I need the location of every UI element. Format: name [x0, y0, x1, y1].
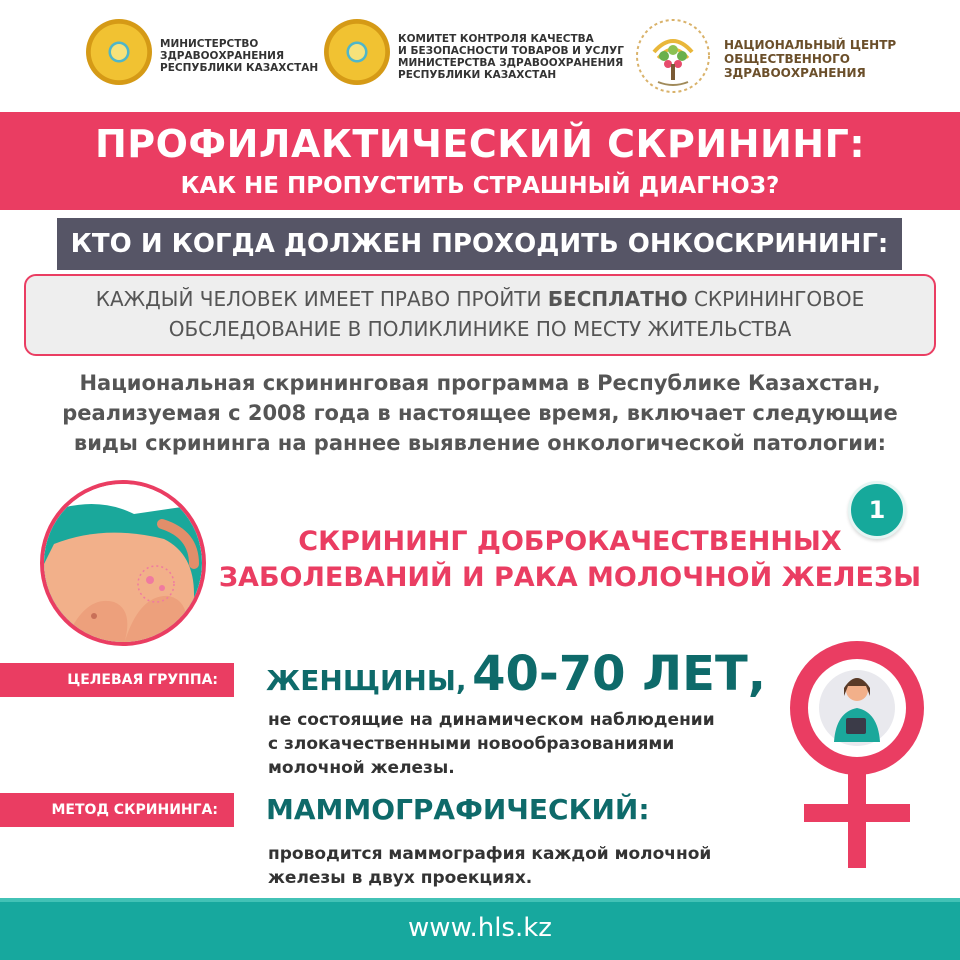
section-title: СКРИНИНГ ДОБРОКАЧЕСТВЕННЫХ ЗАБОЛЕВАНИЙ И РАКА МОЛОЧНОЙ ЖЕЛЕЗЫ	[218, 526, 922, 593]
method-label-bar	[0, 793, 234, 827]
female-symbol-icon	[786, 638, 928, 870]
ministry-logo-text: МИНИСТЕРСТВО ЗДРАВООХРАНЕНИЯ РЕСПУБЛИКИ КАЗАХСТАН	[160, 38, 319, 74]
nccz-tree-logo	[634, 16, 712, 96]
free-screening-notice	[24, 274, 936, 356]
breast-exam-illustration	[40, 480, 206, 646]
target-group-label: ЦЕЛЕВАЯ ГРУППА:	[67, 672, 218, 688]
intro-paragraph: Национальная скрининговая программа в Республике Казахстан, реализуемая с 2008 года в настоящее время, включает следующие виды скрининга на раннее выявление онкологической патологии:	[62, 371, 898, 455]
kazakhstan-emblem-logo	[86, 19, 152, 85]
target-group-heading	[266, 646, 766, 702]
target-age: 40-70 ЛЕТ,	[472, 646, 766, 702]
notice-text: КАЖДЫЙ ЧЕЛОВЕК ИМЕЕТ ПРАВО ПРОЙТИ БЕСПЛАТНО СКРИНИНГОВОЕ ОБСЛЕДОВАНИЕ В ПОЛИКЛИНИКЕ ПО МЕСТУ ЖИТЕЛЬСТВА	[95, 287, 865, 341]
target-description: не состоящие на динамическом наблюдении с злокачественными новообразованиями молочной железы.	[268, 710, 715, 778]
target-group-label-bar	[0, 663, 234, 697]
page-subtitle: КАК НЕ ПРОПУСТИТЬ СТРАШНЫЙ ДИАГНОЗ?	[180, 173, 780, 199]
footer-bar	[0, 898, 960, 960]
method-description: проводится маммография каждой молочной железы в двух проекциях.	[268, 844, 712, 888]
footer-stripe	[0, 898, 960, 902]
method-label: МЕТОД СКРИНИНГА:	[51, 802, 218, 818]
footer-url-link[interactable]: www.hls.kz	[408, 913, 552, 943]
page-title: ПРОФИЛАКТИЧЕСКИЙ СКРИНИНГ:	[94, 122, 866, 166]
section-number-badge: 1	[848, 481, 906, 539]
method-heading: МАММОГРАФИЧЕСКИЙ:	[266, 793, 650, 826]
question-heading: КТО И КОГДА ДОЛЖЕН ПРОХОДИТЬ ОНКОСКРИНИНГ:	[70, 229, 889, 259]
nccz-logo-text: НАЦИОНАЛЬНЫЙ ЦЕНТР ОБЩЕСТВЕННОГО ЗДРАВООХРАНЕНИЯ	[724, 38, 897, 80]
target-who: ЖЕНЩИНЫ,	[266, 664, 467, 697]
committee-logo-text: КОМИТЕТ КОНТРОЛЯ КАЧЕСТВА И БЕЗОПАСНОСТИ ТОВАРОВ И УСЛУГ МИНИСТЕРСТВА ЗДРАВООХРАНЕНИЯ РЕСПУБЛИКИ КАЗАХСТАН	[398, 33, 624, 81]
kazakhstan-emblem-logo-2	[324, 19, 390, 85]
question-bar	[57, 218, 902, 270]
notice-bold-free: БЕСПЛАТНО	[547, 287, 688, 311]
